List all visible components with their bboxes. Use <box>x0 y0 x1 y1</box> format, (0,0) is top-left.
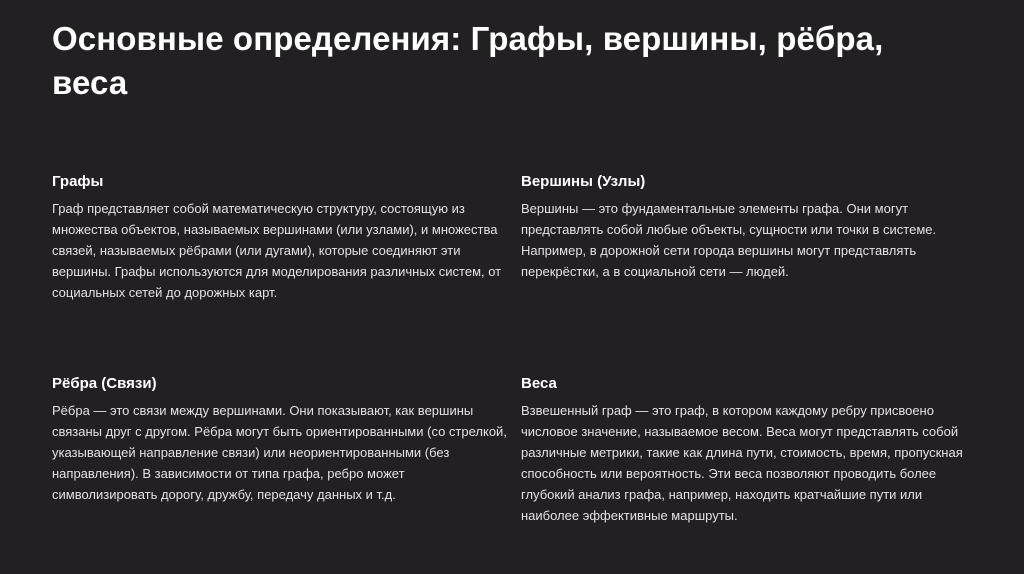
section-graphs <box>52 172 502 303</box>
section-heading: Веса <box>521 375 557 392</box>
section-heading: Вершины (Узлы) <box>521 173 646 190</box>
section-text: Рёбра — это связи между вершинами. Они показывают, как вершины связаны друг с другом. Рёбра могут быть ориентированными (со стрелкой, указывающей направление связи) или неориентированными (без направления). В зависимости от типа графа, ребро может символизировать дорогу, дружбу, передачу данных и т.д. <box>52 403 507 502</box>
slide-title: Основные определения: Графы, вершины, рёбра, веса <box>52 20 884 101</box>
section-edges <box>52 374 507 505</box>
section-heading: Рёбра (Связи) <box>52 375 157 392</box>
section-weights <box>521 374 971 526</box>
section-text: Граф представляет собой математическую структуру, состоящую из множества объектов, называемых вершинами (или узлами), и множества связей, называемых рёбрами (или дугами), которые соединяют эти вершины. Графы используются для моделирования различных систем, от социальных сетей до дорожных карт. <box>52 201 502 300</box>
section-heading: Графы <box>52 173 104 190</box>
section-vertices <box>521 172 971 282</box>
section-text: Вершины — это фундаментальные элементы графа. Они могут представлять собой любые объекты, сущности или точки в системе. Например, в дорожной сети города вершины могут представлять перекрёстки, а в социальной сети — людей. <box>521 201 937 279</box>
section-text: Взвешенный граф — это граф, в котором каждому ребру присвоено числовое значение, называемое весом. Веса могут представлять собой различные метрики, такие как длина пути, стоимость, время, пропускная способность или вероятность. Эти веса позволяют проводить более глубокий анализ графа, например, находить кратчайшие пути или наиболее эффективные маршруты. <box>521 403 963 523</box>
